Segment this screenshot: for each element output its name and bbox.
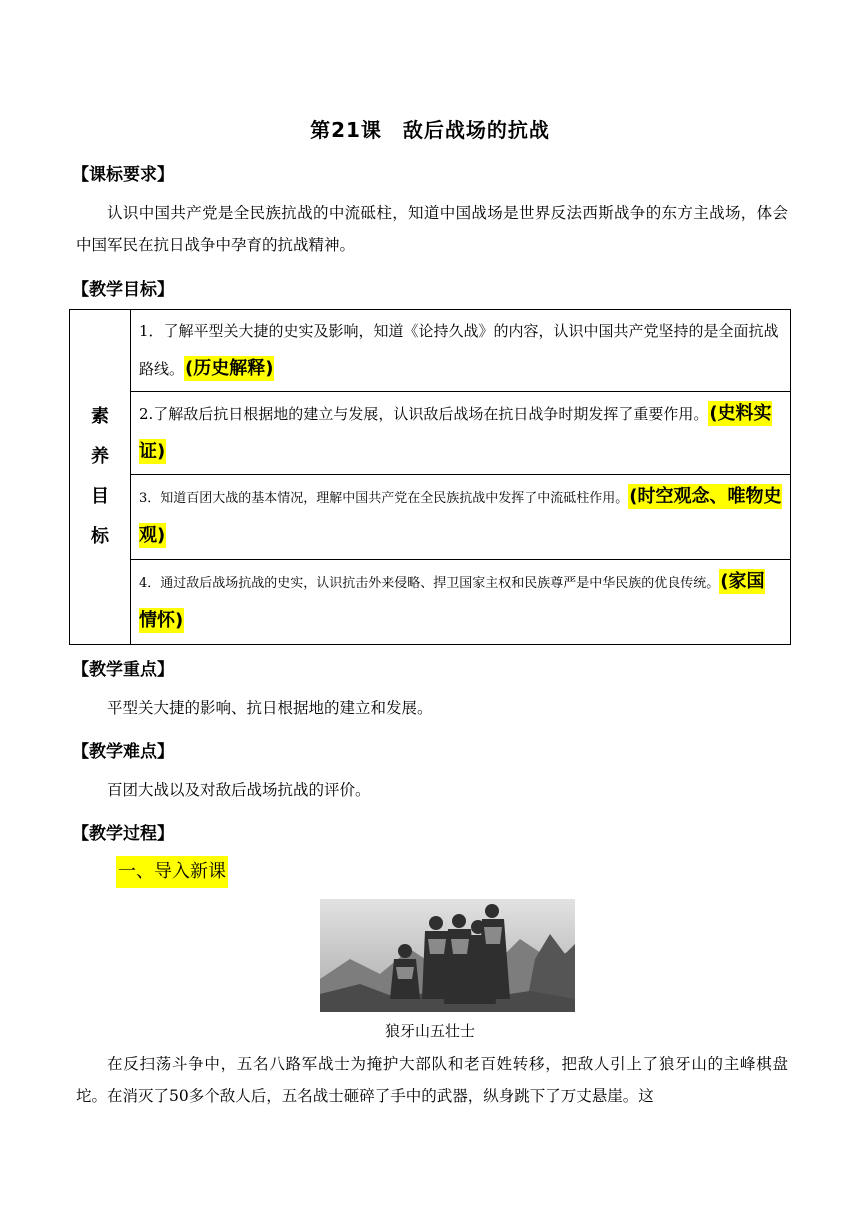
key-points-text: 平型关大捷的影响、抗日根据地的建立和发展。 — [107, 699, 433, 717]
side-char: 目 — [91, 486, 109, 507]
goal-item-3 — [131, 475, 791, 560]
goal-item-4 — [131, 560, 791, 645]
goal-tag: (史料实证) — [139, 403, 772, 462]
goals-side-label — [70, 310, 131, 645]
photo-caption: 狼牙山五壮士 — [384, 1022, 475, 1040]
goals-table — [69, 309, 791, 645]
goal-text: 2.了解敌后抗日根据地的建立与发展，认识敌后战场在抗日战争时期发挥了重要作用。 — [139, 405, 709, 423]
goal-text: 3．知道百团大战的基本情况，理解中国共产党在全民族抗战中发挥了中流砥柱作用。 — [139, 491, 629, 506]
curriculum-text: 认识中国共产党是全民族抗战的中流砥柱，知道中国战场是世界反法西斯战争的东方主战场，体会中国军民在抗日战争中孕育的抗战精神。 — [76, 204, 788, 254]
difficulties-heading: 【教学难点】 — [72, 742, 174, 762]
goal-item-1 — [131, 310, 791, 392]
page-title: 第21课 敌后战场的抗战 — [310, 118, 550, 142]
key-points-heading: 【教学重点】 — [72, 660, 174, 680]
goal-tag: (家国情怀) — [139, 571, 765, 631]
goals-heading: 【教学目标】 — [72, 280, 174, 300]
side-char: 养 — [91, 446, 109, 467]
langya-mountain-photo — [320, 899, 575, 1012]
intro-subheading: 一、导入新课 — [116, 856, 228, 888]
goal-tag: (时空观念、唯物史观) — [139, 486, 782, 546]
goal-tag: (历史解释) — [185, 358, 274, 379]
difficulties-text: 百团大战以及对敌后战场抗战的评价。 — [107, 781, 371, 799]
goal-text: 4．通过敌后战场抗战的史实，认识抗击外来侵略、捍卫国家主权和民族尊严是中华民族的优良传统。 — [139, 576, 720, 591]
side-char: 素 — [91, 406, 109, 427]
side-char: 标 — [91, 526, 109, 547]
intro-text: 在反扫荡斗争中，五名八路军战士为掩护大部队和老百姓转移，把敌人引上了狼牙山的主峰棋盘坨。在消灭了50多个敌人后，五名战士砸碎了手中的武器，纵身跳下了万丈悬崖。这 — [76, 1055, 788, 1105]
photo-illustration — [320, 899, 575, 1012]
goal-text: 1．了解平型关大捷的史实及影响，知道《论持久战》的内容，认识中国共产党坚持的是全面抗战路线。 — [139, 322, 779, 378]
goal-item-2 — [131, 392, 791, 475]
curriculum-heading: 【课标要求】 — [72, 165, 174, 185]
process-heading: 【教学过程】 — [72, 824, 174, 844]
